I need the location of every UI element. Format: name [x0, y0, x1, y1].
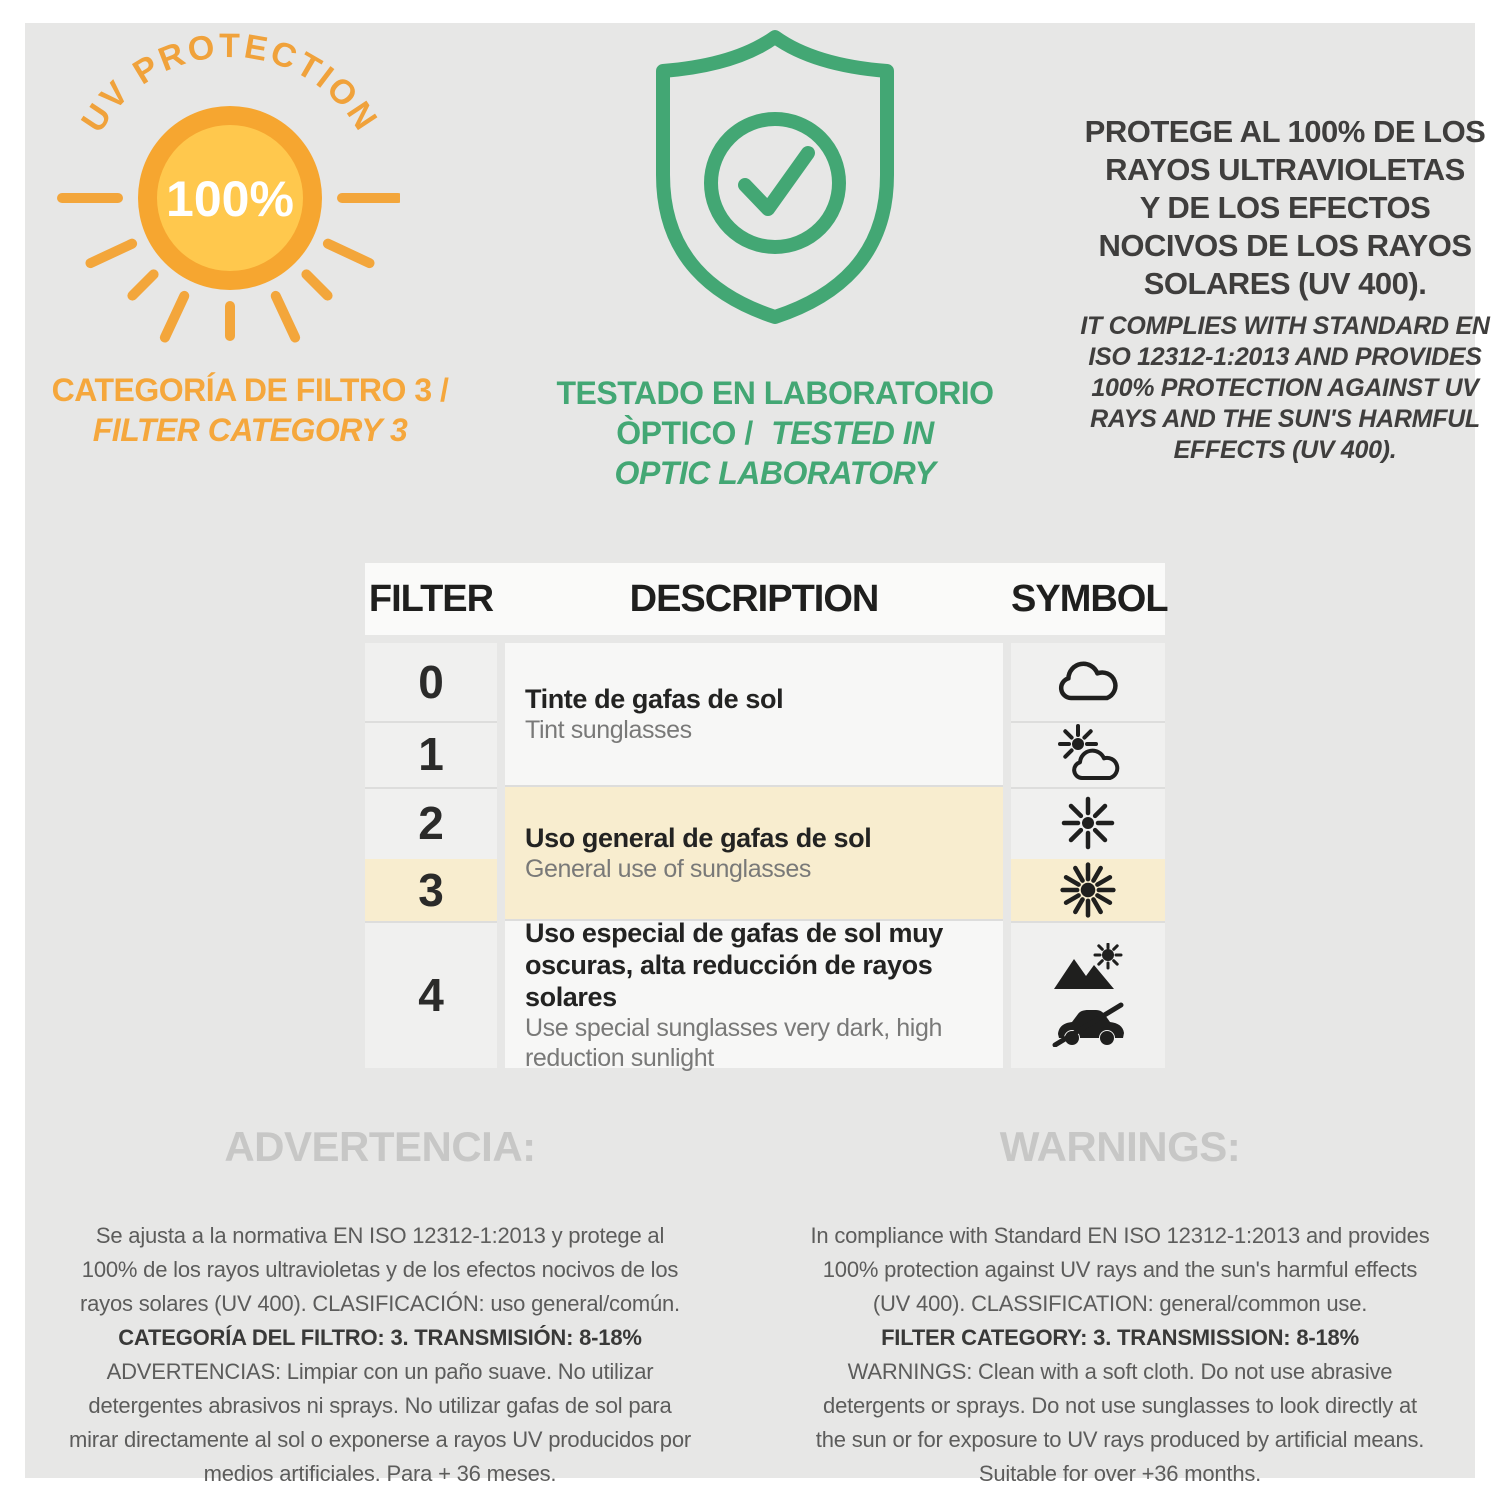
symbol-cell — [1011, 787, 1165, 861]
lab-caption-line2-es: ÒPTICO / — [616, 415, 753, 451]
column-header-symbol: SYMBOL — [1011, 578, 1168, 620]
warning-line: 100% protection against UV rays and the sun's harmful effects — [822, 1257, 1418, 1282]
warnings-body-en — [790, 1219, 1450, 1491]
protection-line-es: NOCIVOS DE LOS RAYOS — [1098, 228, 1472, 263]
warnings-heading-es: ADVERTENCIA: — [224, 1123, 536, 1170]
sun-icon — [1060, 795, 1116, 851]
warning-line: Suitable for over +36 months. — [978, 1461, 1262, 1486]
filter-category-caption-es: CATEGORÍA DE FILTRO 3 / — [51, 372, 449, 408]
filter-category-bold-line-es: CATEGORÍA DEL FILTRO: 3. TRANSMISIÓN: 8-18% — [118, 1325, 642, 1350]
lab-caption-line3: OPTIC LABORATORY — [614, 455, 936, 491]
arc-text: UV PROTECTION — [74, 30, 386, 139]
symbol-cell — [1011, 643, 1165, 723]
warning-line: mirar directamente al sol o exponerse a rayos UV producidos por — [68, 1427, 692, 1452]
filter-cell: 1 — [365, 721, 497, 789]
warning-line: the sun or for exposure to UV rays produced by artificial means. — [815, 1427, 1425, 1452]
bright-sun-icon — [1059, 861, 1117, 919]
uv-protection-sun-badge — [50, 30, 400, 350]
filter-column — [365, 643, 497, 1068]
protection-line-en: EFFECTS (UV 400). — [1173, 436, 1397, 464]
description-es: Uso general de gafas de sol — [525, 823, 872, 853]
no-driving-car-icon — [1049, 1001, 1127, 1047]
warnings-body-es — [55, 1219, 705, 1491]
protection-line-en: RAYS AND THE SUN'S HARMFUL — [1090, 405, 1480, 433]
cloud-icon — [1057, 661, 1119, 703]
protection-line-es: Y DE LOS EFECTOS — [1139, 190, 1431, 225]
description-cell — [505, 643, 1003, 787]
protection-line-es: RAYOS ULTRAVIOLETAS — [1105, 152, 1465, 187]
filter-cell: 0 — [365, 643, 497, 723]
filter-cell-highlighted: 3 — [365, 859, 497, 923]
warning-line: 100% de los rayos ultravioletas y de los efectos nocivos de los — [81, 1257, 679, 1282]
column-header-description: DESCRIPTION — [629, 578, 879, 620]
protection-line-es: SOLARES (UV 400). — [1143, 266, 1427, 301]
protection-line-en: 100% PROTECTION AGAINST UV — [1091, 374, 1479, 402]
symbol-cell — [1011, 921, 1165, 1068]
symbol-column — [1011, 643, 1165, 1068]
warning-line: detergents or sprays. Do not use sunglasses to look directly at — [823, 1393, 1417, 1418]
protection-line-en: IT COMPLIES WITH STANDARD EN — [1080, 312, 1490, 340]
description-en: General use of sunglasses — [525, 855, 812, 883]
warning-line: Se ajusta a la normativa EN ISO 12312-1:2013 y protege al — [95, 1223, 665, 1248]
filter-category-caption-en: FILTER CATEGORY 3 — [92, 412, 408, 448]
warning-line: medios artificiales. Para + 36 meses. — [203, 1461, 557, 1486]
table-header-row — [365, 563, 1168, 635]
warning-line: (UV 400). CLASSIFICATION: general/common use. — [872, 1291, 1368, 1316]
symbol-cell — [1011, 721, 1165, 789]
warnings-heading-en: WARNINGS: — [999, 1123, 1241, 1170]
filter-category-table — [365, 563, 1168, 1072]
warning-line: rayos solares (UV 400). CLASIFICACIÓN: uso general/común. — [80, 1291, 680, 1316]
description-cell-highlighted — [505, 787, 1003, 921]
description-en: Tint sunglasses — [525, 716, 692, 744]
protection-line-es: PROTEGE AL 100% DE LOS — [1084, 114, 1486, 149]
lab-caption-line1: TESTADO EN LABORATORIO — [556, 375, 994, 411]
protection-text-block — [1065, 113, 1500, 466]
warning-line: WARNINGS: Clean with a soft cloth. Do not use abrasive — [847, 1359, 1393, 1384]
warning-line: detergentes abrasivos ni sprays. No utilizar gafas de sol para — [88, 1393, 672, 1418]
column-header-filter: FILTER — [368, 578, 494, 620]
filter-category-bold-line-en: FILTER CATEGORY: 3. TRANSMISSION: 8-18% — [881, 1325, 1359, 1350]
lab-caption-line2 — [545, 413, 1005, 453]
symbol-cell-highlighted — [1011, 859, 1165, 923]
sun-behind-cloud-icon — [1056, 724, 1120, 784]
description-es: Uso especial de gafas de sol muy oscuras, alta reducción de rayos solares — [525, 917, 943, 1012]
filter-cell: 2 — [365, 787, 497, 861]
description-column — [505, 643, 1003, 1072]
description-cell — [505, 917, 1003, 1072]
warning-line: ADVERTENCIAS: Limpiar con un paño suave. No utilizar — [106, 1359, 654, 1384]
protection-line-en: ISO 12312-1:2013 AND PROVIDES — [1088, 343, 1482, 371]
content-area — [25, 23, 1490, 1486]
lab-caption-line2-en: TESTED IN — [771, 415, 934, 451]
percent-label: 100% — [166, 171, 294, 227]
description-en: Use special sunglasses very dark, high reduction sunlight — [525, 1013, 942, 1072]
mountain-sun-icon — [1052, 943, 1124, 991]
warning-line: In compliance with Standard EN ISO 12312-1:2013 and provides — [810, 1223, 1430, 1248]
filter-cell: 4 — [418, 968, 444, 1021]
description-es: Tinte de gafas de sol — [525, 684, 784, 714]
shield-check-icon — [640, 23, 910, 341]
